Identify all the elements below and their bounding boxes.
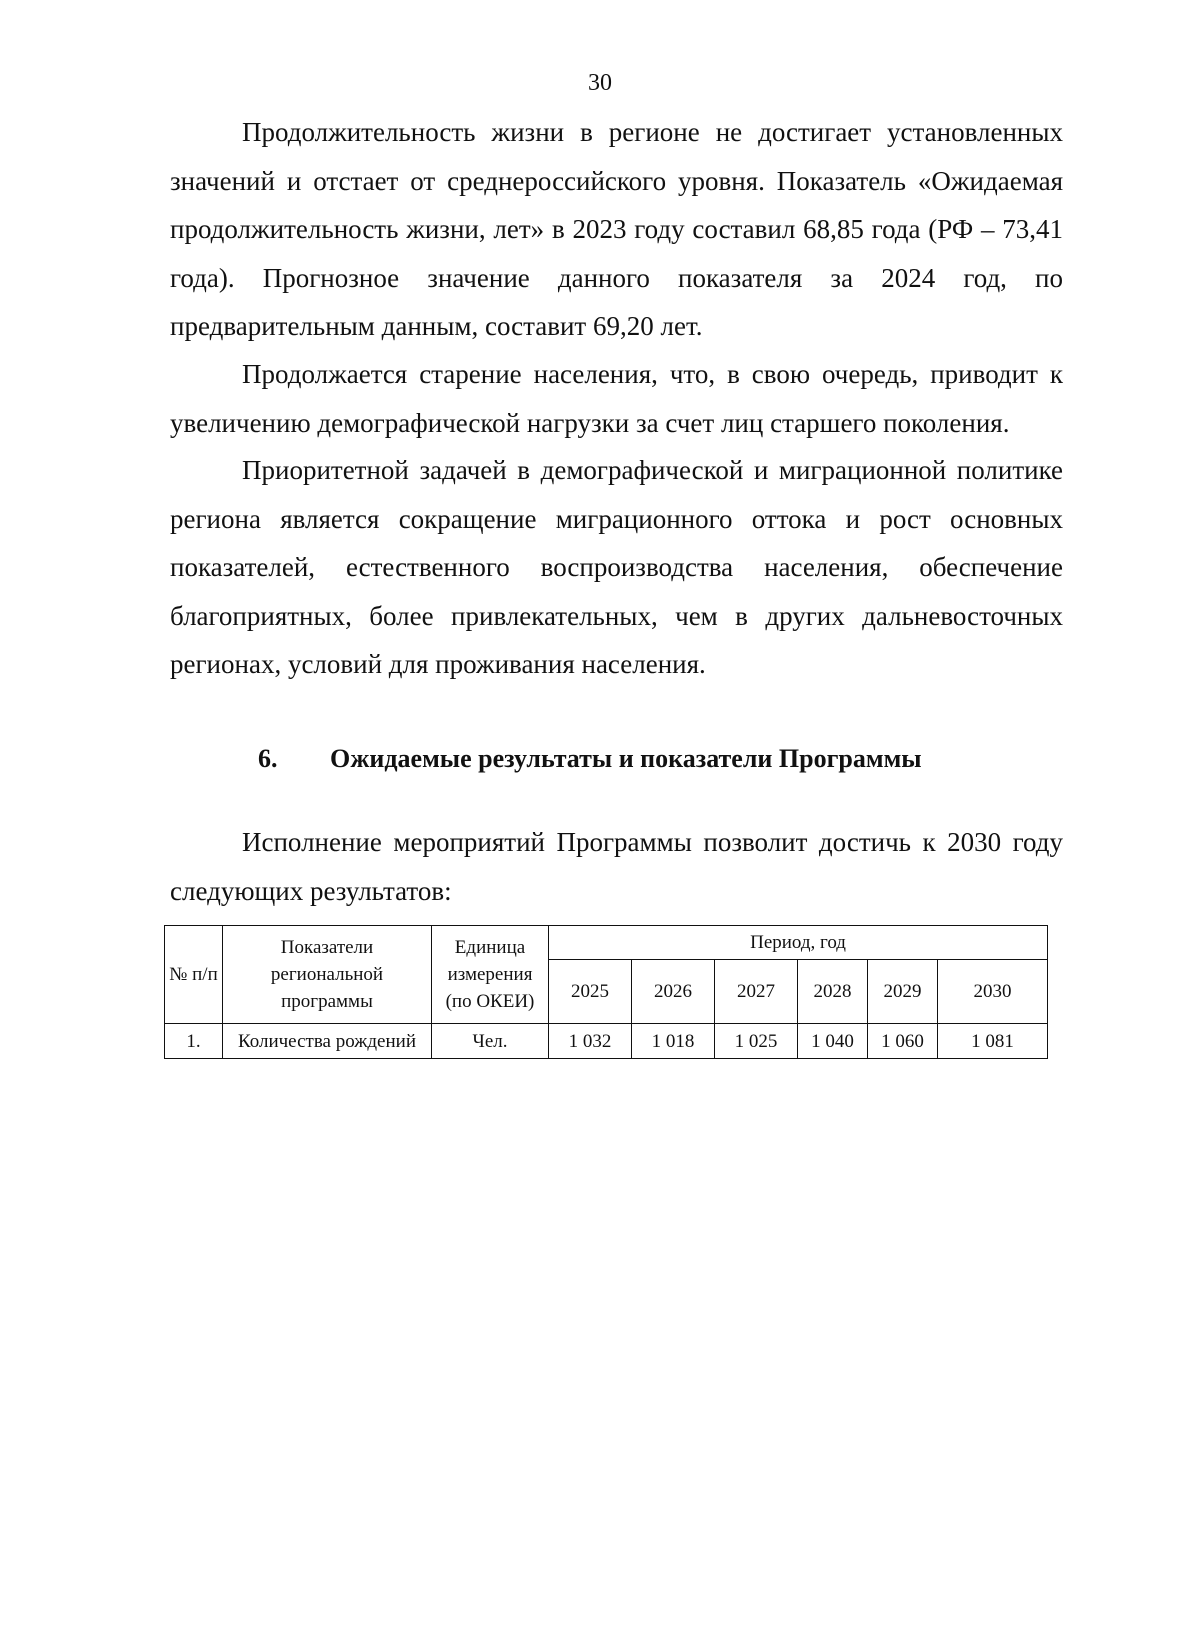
table-header-row <box>165 926 1048 960</box>
header-indicator: Показатели региональной программы <box>223 926 432 1024</box>
header-num: № п/п <box>165 926 223 1024</box>
row-value: 1 018 <box>632 1024 715 1059</box>
header-year: 2026 <box>632 960 715 1024</box>
paragraph-priority-task: Приоритетной задачей в демографической и миграционной политике региона является сокращение миграционного оттока и рост основных показателей, естественного воспроизводства населения, обеспечение благоприятных, более привлекательных, чем в других дальневосточных регионах, условий для проживания населения. <box>170 455 1063 679</box>
header-year: 2029 <box>868 960 938 1024</box>
header-period: Период, год <box>549 926 1048 960</box>
row-value: 1 025 <box>715 1024 798 1059</box>
row-unit: Чел. <box>432 1024 549 1059</box>
row-value: 1 032 <box>549 1024 632 1059</box>
section-heading <box>258 744 922 774</box>
row-value: 1 040 <box>798 1024 868 1059</box>
paragraph-population-aging: Продолжается старение населения, что, в свою очередь, приводит к увеличению демографической нагрузки за счет лиц старшего поколения. <box>170 359 1063 438</box>
header-year: 2030 <box>938 960 1048 1024</box>
header-unit: Единица измерения (по ОКЕИ) <box>432 926 549 1024</box>
header-year: 2027 <box>715 960 798 1024</box>
results-table <box>164 925 1048 1059</box>
row-value: 1 081 <box>938 1024 1048 1059</box>
header-year: 2025 <box>549 960 632 1024</box>
paragraph-results-intro: Исполнение мероприятий Программы позволит достичь к 2030 году следующих результатов: <box>170 827 1063 906</box>
page-number: 30 <box>588 70 612 96</box>
paragraph-life-expectancy: Продолжительность жизни в регионе не достигает установленных значений и отстает от среднероссийского уровня. Показатель «Ожидаемая продолжительность жизни, лет» в 2023 году составил 68,85 года (РФ – 73,41 года). Прогнозное значение данного показателя за 2024 год, по предварительным данным, составит 69,20 лет. <box>170 117 1063 341</box>
table-row <box>165 1024 1048 1059</box>
row-indicator: Количества рождений <box>223 1024 432 1059</box>
row-num: 1. <box>165 1024 223 1059</box>
header-year: 2028 <box>798 960 868 1024</box>
row-value: 1 060 <box>868 1024 938 1059</box>
section-title: Ожидаемые результаты и показатели Программы <box>330 744 922 773</box>
section-number: 6. <box>258 744 278 773</box>
